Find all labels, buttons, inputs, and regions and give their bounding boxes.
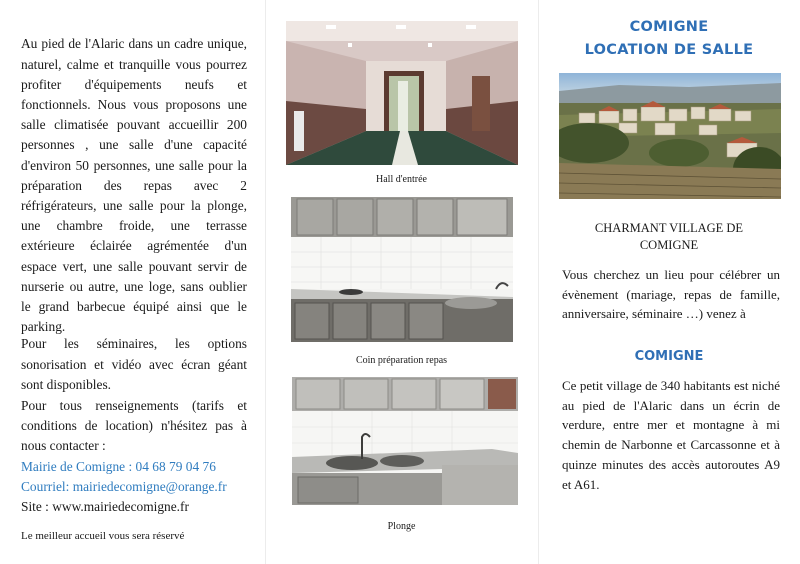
contact-block bbox=[21, 396, 247, 517]
right-panel bbox=[538, 0, 800, 564]
page-title bbox=[538, 16, 800, 62]
hall-caption: Hall d'entrée bbox=[376, 174, 427, 185]
description-paragraph: Au pied de l'Alaric dans un cadre unique, naturel, calme et tranquille vous pourrez profiter d'équipements neufs et fonctionnels. Nous vous proposons une salle climatisée pouvant accueillir 200 personnes , une salle d'une capacité d'environ 50 personnes, une salle pour la préparation des repas avec 2 réfrigérateurs, une salle pour la plonge, une chambre froide, une terrasse extérieure éclairée agrémentée d'un espace vert, une salle pouvant servir de nurserie ou autre, une loge, sans oublier le grand barbecue équipé ainsi que le parking. bbox=[21, 36, 247, 335]
village-heading bbox=[538, 220, 800, 254]
village-photo bbox=[559, 73, 781, 199]
sub-heading: COMIGNE bbox=[634, 349, 704, 364]
contact-phone: Mairie de Comigne : 04 68 79 04 76 bbox=[21, 458, 216, 474]
seminar-paragraph: Pour les séminaires, les options sonorisation et vidéo avec écran géant sont disponibles. bbox=[21, 336, 247, 392]
intro-paragraph: Vous cherchez un lieu pour célébrer un évènement (mariage, repas de famille, anniversaire, séminaire …) venez à bbox=[562, 267, 780, 321]
contact-email[interactable]: Courriel: mairiedecomigne@orange.fr bbox=[21, 478, 227, 494]
title-line: COMIGNE bbox=[629, 19, 709, 35]
contact-intro: Pour tous renseignements (tarifs et conditions de location) n'hésitez pas à nous contacter : bbox=[21, 398, 247, 454]
closing-note: Le meilleur accueil vous sera réservé bbox=[21, 530, 185, 542]
plonge-photo bbox=[292, 377, 518, 505]
village-description: Ce petit village de 340 habitants est niché au pied de l'Alaric dans un écrin de verdure, entre mer et montagne à mi chemin de Narbonne et Carcassonne et à quinze minutes des accès autoroutes A9 et A61. bbox=[562, 378, 780, 492]
kitchen-caption: Coin préparation repas bbox=[355, 355, 448, 366]
village-heading-line: COMIGNE bbox=[639, 238, 699, 252]
village-heading-line: CHARMANT VILLAGE DE bbox=[594, 221, 744, 235]
title-line: LOCATION DE SALLE bbox=[584, 42, 754, 58]
left-panel bbox=[0, 0, 265, 564]
hall-photo bbox=[286, 21, 518, 165]
middle-panel bbox=[265, 0, 538, 564]
contact-site[interactable]: Site : www.mairiedecomigne.fr bbox=[21, 499, 189, 515]
plonge-caption: Plonge bbox=[387, 521, 416, 532]
kitchen-photo bbox=[291, 197, 513, 342]
